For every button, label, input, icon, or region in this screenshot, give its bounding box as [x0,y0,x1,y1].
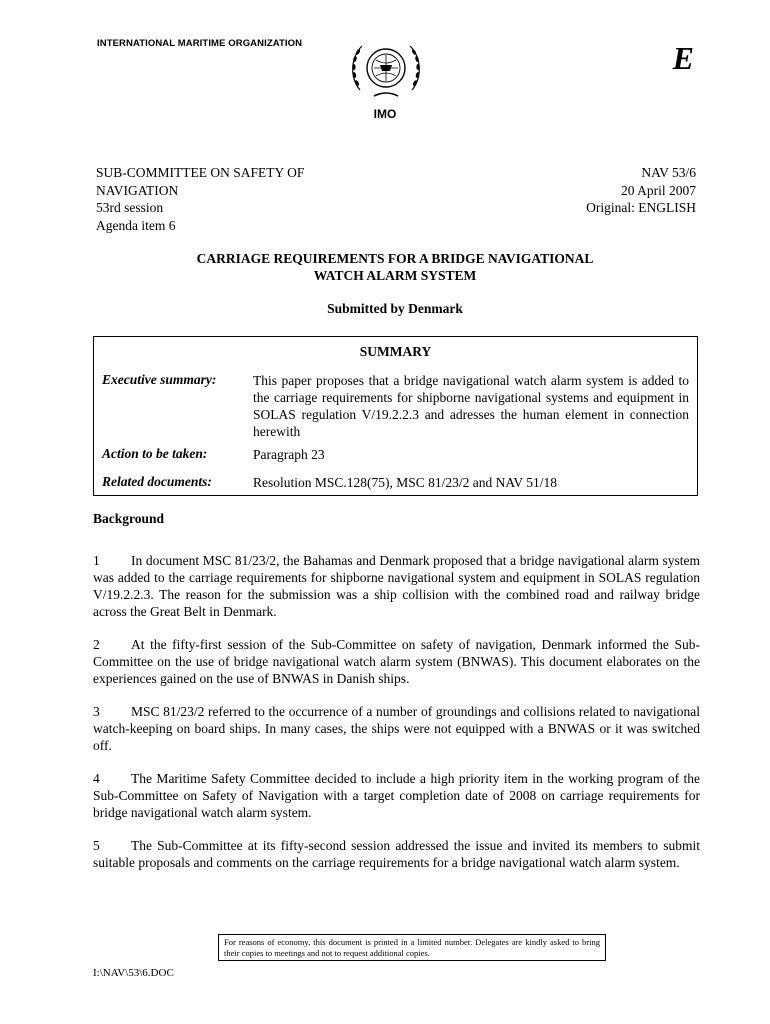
committee-line-2: NAVIGATION [96,182,179,198]
paragraph-text: The Sub-Committee at its fifty-second session addressed the issue and invited its members to submit suitable proposals and comments on the carriage requirements for a bridge navigational watch alarm system. [93,838,700,870]
economy-footnote: For reasons of economy, this document is printed in a limited number. Delegates are kindly asked to bring their copies to meetings and not to request additional copies. [218,934,606,961]
paragraph-text: MSC 81/23/2 referred to the occurrence of a number of groundings and collisions related to navigational watch-keeping on board ships. In many cases, the ships were not equipped with a BNWAS or it was switched off. [93,704,700,753]
paragraph [93,770,700,821]
committee-line-1: SUB-COMMITTEE ON SAFETY OF [96,165,305,180]
language-code: E [672,40,694,76]
paragraph-number: 4 [93,771,100,786]
paragraph [93,837,700,871]
title-line-2: WATCH ALARM SYSTEM [313,268,477,283]
related-documents-text: Resolution MSC.128(75), MSC 81/23/2 and NAV 51/18 [253,475,558,490]
imo-emblem-icon [346,38,426,100]
submitted-by: Submitted by Denmark [327,301,463,316]
document-date: 20 April 2007 [620,182,696,198]
committee-block [96,164,304,234]
paragraph-text: In document MSC 81/23/2, the Bahamas and Denmark proposed that a bridge navigational alarm system was added to the carriage requirements for shipborne navigational system and equipment in SOLAS regulation V/19.2.2.3. The reason for the submission was a ship collision with the combined road and railway bridge across the Great Belt in Denmark. [93,553,700,619]
action-label: Action to be taken: [102,446,208,461]
executive-summary-label: Executive summary: [102,372,217,387]
executive-summary-text: This paper proposes that a bridge navigational watch alarm system is added to the carriage requirements for shipborne navigational systems and equipment in SOLAS regulation V/19.2.2.3 and adresses the human element in connection herewith [253,373,689,439]
session: 53rd session [96,200,164,215]
original-language: Original: ENGLISH [586,200,696,215]
background-heading: Background [93,511,165,526]
file-path: I:\NAV\53\6.DOC [93,967,174,979]
paragraph [93,703,700,754]
related-documents-label: Related documents: [102,474,212,489]
agenda-item: Agenda item 6 [96,217,176,233]
paragraph-number: 5 [93,838,100,853]
summary-box [93,336,698,496]
title-line-1: CARRIAGE REQUIREMENTS FOR A BRIDGE NAVIGATIONAL [196,251,594,266]
organization-name: INTERNATIONAL MARITIME ORGANIZATION [97,38,303,49]
paragraph-text: The Maritime Safety Committee decided to include a high priority item in the working program of the Sub-Committee on Safety of Navigation with a target completion date of 2008 on carriage requirements for bridge navigational watch alarm system. [93,771,700,820]
document-number: NAV 53/6 [641,165,696,180]
paragraph-number: 1 [93,553,100,568]
document-reference-block [586,164,696,217]
paragraph [93,552,700,620]
document-title [0,250,770,284]
imo-label: IMO [373,107,397,121]
action-text: Paragraph 23 [253,447,325,462]
paragraph-number: 2 [93,637,100,652]
summary-heading: SUMMARY [359,344,432,359]
paragraph-number: 3 [93,704,100,719]
paragraph [93,636,700,687]
paragraph-text: At the fifty-first session of the Sub-Committee on safety of navigation, Denmark informed the Sub-Committee on the use of bridge navigational watch alarm system (BNWAS). This document elaborates on the experiences gained on the use of BNWAS in Danish ships. [93,637,700,686]
